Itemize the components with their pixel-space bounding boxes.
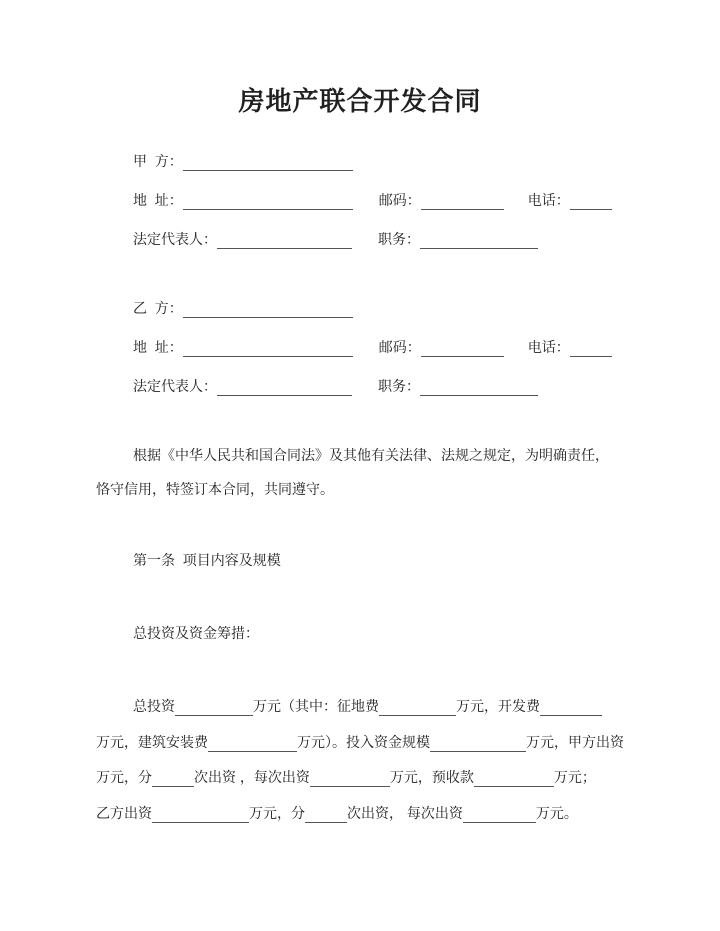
document-title: 房地产联合开发合同 [238,86,482,116]
party-b-address-label: 地 址： [133,339,183,355]
article-1-heading: 第一条 项目内容及规模 [133,552,281,568]
party-a-address-label: 地 址： [133,192,183,208]
party-a-postcode-label: 邮码： [378,192,421,208]
party-b-position-blank [420,393,538,396]
capital-scale-blank [430,749,526,752]
intro-line-2: 恪守信用，特签订本合同，共同遵守。 [96,481,334,497]
investment-line-1 [96,689,720,725]
investment-line-3-text-2: 次出资 ，每次出资 [194,769,310,785]
investment-line-2-text-3: 万元，甲方出资 [526,733,624,750]
investment-line-2-text-1: 万元，建筑安装费 [96,733,208,750]
party-a-installments-blank [152,784,194,787]
party-b-phone-blank [570,354,612,357]
party-a-rep-row [133,220,720,259]
advance-payment-blank [474,784,554,787]
development-fee-blank [540,713,602,716]
party-a-address-blank [183,207,353,210]
investment-line-1-text-1: 总投资 [133,698,175,714]
intro-line-1: 根据《中华人民共和国合同法》及其他有关法律、法规之规定，为明确责任， [133,447,609,463]
construction-fee-blank [208,749,297,752]
party-a-name-blank [183,168,353,171]
party-a-legal-rep-label: 法定代表人： [133,231,217,247]
party-b-name-row [133,289,720,328]
party-a-position-blank [420,246,538,249]
party-b-legal-rep-blank [217,393,352,396]
total-investment-blank [175,713,253,716]
investment-line-3 [96,760,720,796]
investment-line-4-text-2: 万元，分 [249,804,305,821]
party-b-name-label: 乙 方： [133,300,183,316]
party-a-name-label: 甲 方： [133,153,183,169]
investment-line-2-text-2: 万元）。投入资金规模 [297,733,430,750]
party-b-postcode-blank [421,354,504,357]
party-b-legal-rep-label: 法定代表人： [133,378,217,394]
investment-line-3-text-4: 万元； [553,769,596,785]
investment-line-1-text-2: 万元（其中：征地费 [253,698,379,714]
party-b-per-installment-blank [463,820,536,823]
investment-paragraph [96,689,720,831]
investment-line-3-text-1: 万元，分 [96,769,152,785]
party-a-phone-label: 电话： [527,192,570,208]
investment-line-4 [96,796,720,832]
investment-line-1-text-3: 万元，开发费 [456,698,540,714]
party-b-postcode-label: 邮码： [378,339,421,355]
party-a-phone-blank [570,207,612,210]
party-b-phone-label: 电话： [527,339,570,355]
party-a-name-row [133,142,720,181]
investment-line-3-text-3: 万元，预收款 [389,769,474,785]
investment-line-4-text-1: 乙方出资 [96,804,152,821]
intro-paragraph [96,438,720,506]
party-a-position-label: 职务： [378,231,420,247]
party-b-section [133,289,720,406]
investment-line-2 [96,725,720,761]
party-a-legal-rep-blank [217,246,352,249]
party-a-postcode-blank [421,207,504,210]
party-b-name-blank [183,315,353,318]
party-b-installments-blank [305,820,347,823]
party-b-position-label: 职务： [378,378,420,394]
party-b-contact-row [133,328,720,367]
investment-line-4-text-4: 万元。 [535,804,578,821]
party-a-contact-row [133,181,720,220]
party-b-rep-row [133,367,720,406]
party-a-per-installment-blank [310,784,390,787]
party-a-section [133,142,720,259]
investment-line-4-text-3: 次出资， 每次出资 [347,804,463,821]
party-b-contribution-blank [152,820,249,823]
investment-subheading: 总投资及资金筹措： [133,625,259,641]
party-b-address-blank [183,354,353,357]
land-fee-blank [379,713,456,716]
